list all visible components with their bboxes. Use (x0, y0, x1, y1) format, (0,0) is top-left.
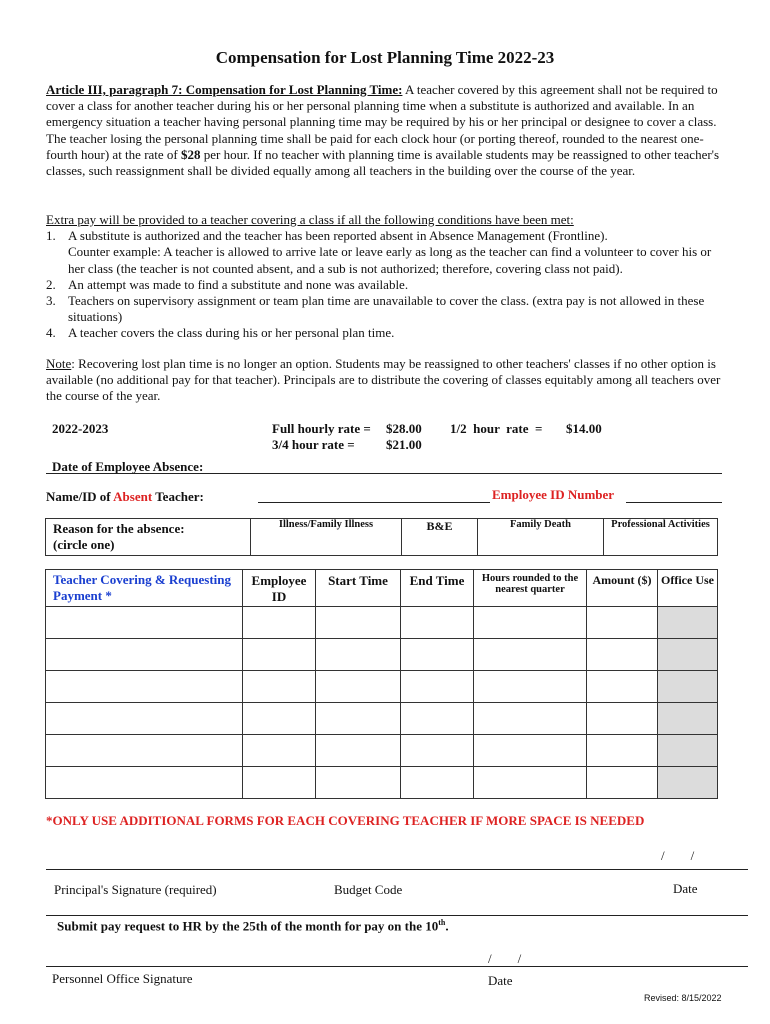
condition-item: 1. A substitute is authorized and the teacher has been reported absent in Absence Management (Frontline). Counter example: A teacher is allowed to arrive late or leave early as long as the teacher can find a volunteer to cover his or her class (the teacher is not counted absent, and a sub is not authorized; therefore, covering class not paid). (46, 228, 712, 276)
header-hours: Hours rounded to the nearest quarter (474, 570, 587, 607)
half-rate-value: $14.00 (566, 421, 602, 436)
header-amount: Amount ($) (587, 570, 658, 607)
table-row (46, 735, 718, 767)
condition-item: 3. Teachers on supervisory assignment or team plan time are unavailable to cover the class. (extra pay is not allowed in these situations) (46, 293, 705, 325)
date-absence-label: Date of Employee Absence: (52, 459, 204, 474)
revised-date: Revised: 8/15/2022 (644, 993, 722, 1003)
budget-code-label: Budget Code (334, 882, 403, 897)
reason-label: Reason for the absence: (53, 521, 185, 536)
principal-date-slashes: / / (661, 848, 695, 863)
date-absence-line[interactable] (46, 473, 722, 474)
conditions-intro: Extra pay will be provided to a teacher covering a class if all the following conditions have been met: (46, 212, 574, 227)
coverage-header-row (46, 570, 718, 607)
three-quarter-rate-value: $21.00 (386, 437, 422, 452)
personnel-date-label: Date (488, 973, 513, 988)
additional-forms-notice: *ONLY USE ADDITIONAL FORMS FOR EACH COVERING TEACHER IF MORE SPACE IS NEEDED (46, 813, 645, 828)
table-row (46, 607, 718, 639)
header-start-time: Start Time (316, 570, 401, 607)
personnel-date-slashes: / / (488, 951, 522, 966)
reason-table (45, 518, 718, 556)
header-office-use: Office Use (658, 570, 718, 607)
half-rate-label: 1/2 hour rate = (450, 421, 543, 436)
employee-id-line[interactable] (626, 502, 722, 503)
article-heading: Article III, paragraph 7: Compensation for Lost Planning Time: (46, 82, 403, 97)
header-employee-id: Employee ID (243, 570, 316, 607)
reason-option-illness[interactable]: Illness/Family Illness (251, 519, 402, 556)
absent-teacher-label: Name/ID of Absent Teacher: (46, 489, 204, 504)
reason-option-be[interactable]: B&E (402, 519, 478, 556)
full-rate-label: Full hourly rate = (272, 421, 371, 436)
reason-option-family-death[interactable]: Family Death (478, 519, 604, 556)
article-rate: $28 (181, 146, 201, 162)
note-text: : Recovering lost plan time is no longer an option. Students may be reassigned to other teachers' classes if no other option is available (no additional pay for that teacher). Principals are to distribute the covering of classes equitably among all teachers over the course of the year. (46, 356, 721, 404)
principal-signature-label: Principal's Signature (required) (54, 882, 217, 897)
article-text-1: A teacher covered by this agreement shall not be required to cover a class for another teacher during his or her personal planning time when a substitute is authorized and available. In an emergency situation a teacher having personal planning time may be required by his or her principal or designee to cover a class. The teacher losing the personal planning time shall be paid for each clock hour (or porting thereof, rounded to the nearest one-fourth hour) at the rate of (46, 82, 718, 162)
principal-signature-line[interactable] (46, 869, 748, 870)
principal-date-label: Date (673, 881, 698, 896)
article-text-2: per hour. If no teacher with planning time is available students may be reassigned to other teacher's classes, such reassignment shall be divided equally among all teachers in the building over the course of the year. (46, 146, 720, 179)
article-paragraph (46, 82, 726, 179)
table-row (46, 767, 718, 799)
absent-teacher-line[interactable] (258, 502, 490, 503)
table-row (46, 671, 718, 703)
submit-instruction: Submit pay request to HR by the 25th of the month for pay on the 10th. (57, 918, 449, 934)
rates-year: 2022-2023 (52, 421, 109, 436)
personnel-signature-line[interactable] (46, 966, 748, 967)
note-label: Note (46, 356, 72, 371)
condition-item: 2. An attempt was made to find a substitute and none was available. (46, 276, 409, 292)
full-rate-value: $28.00 (386, 421, 422, 436)
three-quarter-rate-label: 3/4 hour rate = (272, 437, 355, 452)
condition-item: 4. A teacher covers the class during his or her personal plan time. (46, 325, 395, 341)
table-row (46, 639, 718, 671)
reason-sublabel: (circle one) (53, 537, 115, 552)
reason-label-cell (46, 519, 251, 556)
conditions-section (46, 212, 726, 342)
header-teacher-covering: Teacher Covering & Requesting Payment * (46, 570, 243, 607)
table-row (46, 703, 718, 735)
divider-line (46, 915, 748, 916)
coverage-table (45, 569, 718, 799)
personnel-signature-label: Personnel Office Signature (52, 971, 193, 986)
reason-option-professional[interactable]: Professional Activities (604, 519, 718, 556)
employee-id-label: Employee ID Number (492, 487, 615, 502)
conditions-list (46, 228, 726, 341)
note-paragraph (46, 356, 726, 405)
header-end-time: End Time (401, 570, 474, 607)
page-title: Compensation for Lost Planning Time 2022-23 (215, 48, 555, 67)
